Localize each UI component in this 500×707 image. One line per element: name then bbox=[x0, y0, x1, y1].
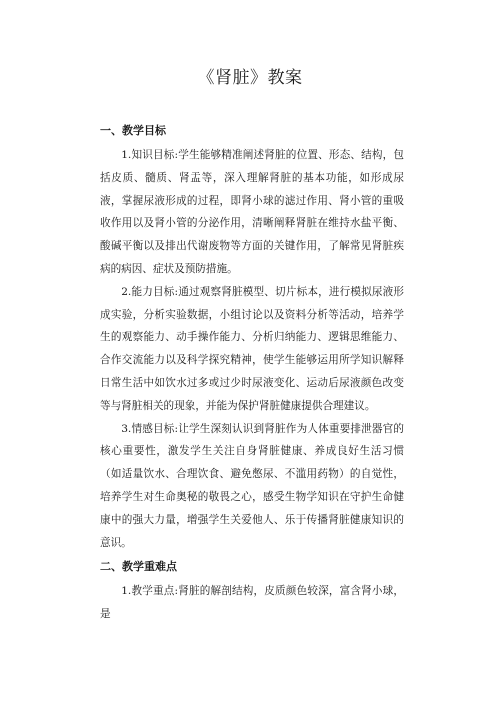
paragraph-lead: 3.情感目标: bbox=[121, 422, 179, 435]
paragraph-ability-goal bbox=[100, 281, 404, 418]
paragraph-text: 让学生深刻认识到肾脏作为人体重要排泄器官的核心重要性，激发学生关注自身肾脏健康、养成良好生活习惯（如适量饮水、合理饮食、避免憋尿、不滥用药物）的自觉性，培养学生对生命奥秘的敬畏之心，感受生物学知识在守护生命健康中的强大力量，增强学生关爱他人、乐于传播肾脏健康知识的意识。 bbox=[100, 422, 404, 549]
paragraph-lead: 2.能力目标: bbox=[121, 285, 179, 298]
section-heading-objectives: 一、教学目标 bbox=[100, 124, 166, 137]
paragraph-lead: 1.教学重点: bbox=[121, 585, 179, 598]
paragraph-emotion-goal bbox=[100, 418, 404, 555]
section-heading-key-points: 二、教学重难点 bbox=[100, 560, 177, 574]
paragraph-lead: 1.知识目标: bbox=[121, 149, 179, 161]
document-title: 《肾脏》教案 bbox=[197, 68, 303, 88]
paragraph-knowledge-goal bbox=[100, 144, 404, 281]
paragraph-text: 肾脏的解剖结构，皮质颜色较深，富含肾小球，是 bbox=[100, 585, 404, 621]
paragraph-text: 通过观察肾脏模型、切片标本，进行模拟尿液形成实验，分析实验数据，小组讨论以及资料分析等活动，培养学生的观察能力、动手操作能力、分析归纳能力、逻辑思维能力、合作交流能力以及科学探究精神，使学生能够运用所学知识解释日常生活中如饮水过多或过少时尿液变化、运动后尿液颜色改变等与肾脏相关的现象，并能为保护肾脏健康提供合理建议。 bbox=[100, 285, 404, 412]
document-body bbox=[100, 118, 404, 626]
paragraph-teaching-focus bbox=[100, 580, 404, 626]
paragraph-text: 学生能够精准阐述肾脏的位置、形态、结构，包括皮质、髓质、肾盂等，深入理解肾脏的基本功能，如形成尿液，掌握尿液形成的过程，即肾小球的滤过作用、肾小管的重吸收作用以及肾小管的分泌作用，清晰阐释肾脏在维持水盐平衡、酸碱平衡以及排出代谢废物等方面的关键作用，了解常见肾脏疾病的病因、症状及预防措施。 bbox=[100, 149, 404, 275]
